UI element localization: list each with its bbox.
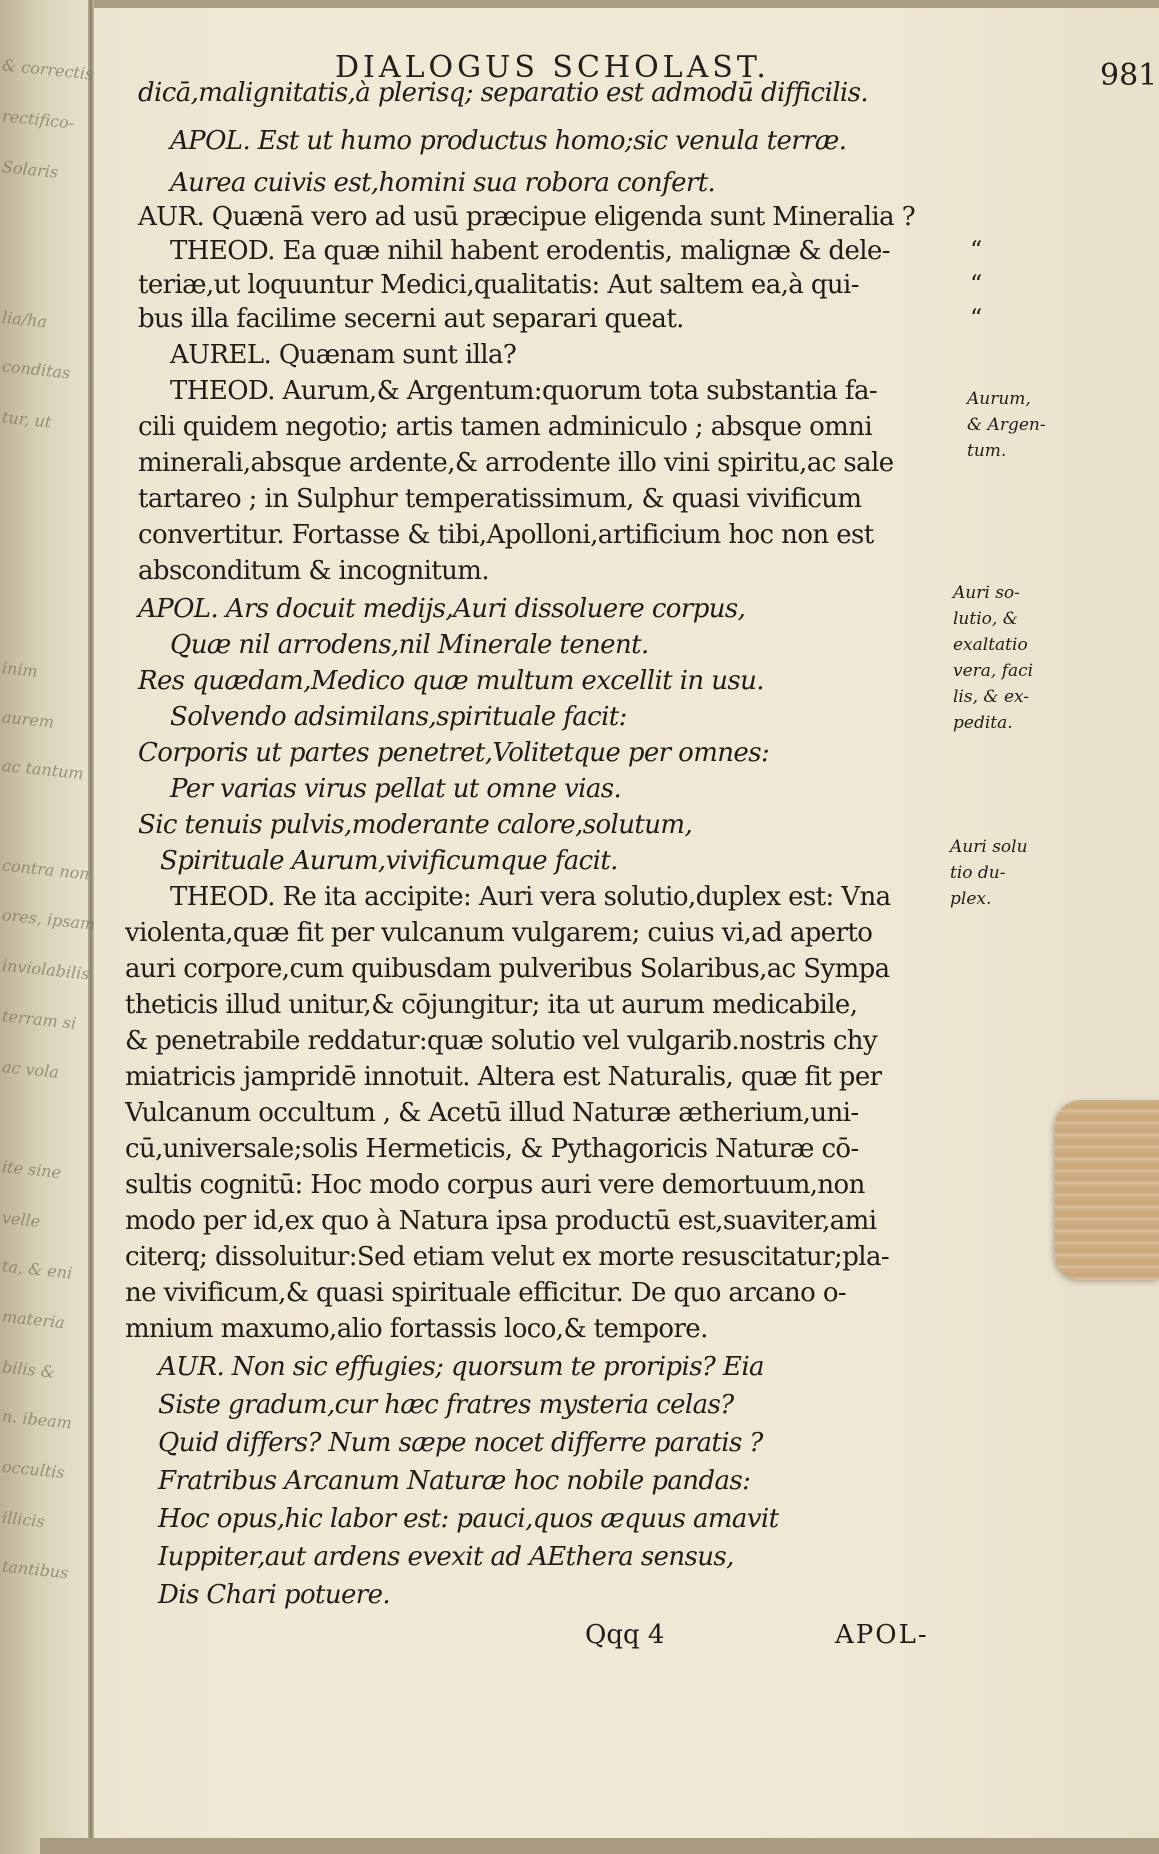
bleed-text: Solaris [1, 157, 60, 182]
margin-note-line: tio du- [950, 863, 1006, 883]
text-line: Spirituale Aurum,vivificumque facit. [160, 846, 618, 876]
bleed-text: tur, ut [1, 407, 53, 432]
quotation-mark: “ [970, 304, 983, 332]
text-line: mnium maxumo,alio fortassis loco,& tempore. [125, 1314, 708, 1344]
text-line: AUR. Quænā vero ad usū præcipue eligenda sunt Mineralia ? [138, 202, 916, 232]
text-line: teriæ,ut loquuntur Medici,qualitatis: Aut saltem ea,à qui- [138, 270, 859, 300]
bleed-text: ta, & eni [1, 1256, 74, 1283]
bleed-text: inim [1, 658, 39, 681]
margin-note-line: vera, faci [953, 661, 1034, 681]
bleed-text: ac vola [1, 1057, 60, 1082]
text-line: citerq; dissoluitur:Sed etiam velut ex morte resuscitatur;pla- [125, 1242, 890, 1272]
text-line: dicā,malignitatis,à plerisq; separatio est admodū difficilis. [138, 78, 869, 108]
bleed-text: & correctis [1, 55, 95, 84]
signature-mark: Qqq 4 [585, 1620, 665, 1650]
bleed-text: n. ibeam [1, 1406, 73, 1433]
page-bottom-edge [40, 1838, 1159, 1854]
margin-note-line: & Argen- [967, 415, 1046, 435]
margin-note-line: pedita. [953, 713, 1013, 733]
margin-note-line: Auri solu [950, 837, 1028, 857]
text-line: Corporis ut partes penetret,Volitetque per omnes: [138, 738, 770, 768]
bleed-text: velle [1, 1208, 42, 1231]
margin-note-line: tum. [967, 441, 1007, 461]
text-line: modo per id,ex quo à Natura ipsa productū est,suaviter,ami [125, 1206, 877, 1236]
bleed-text: contra non [1, 855, 91, 884]
text-line: bus illa facilime secerni aut separari queat. [138, 304, 684, 334]
margin-note-line: exaltatio [953, 635, 1028, 655]
text-line: Per varias virus pellat ut omne vias. [170, 774, 622, 804]
previous-page-bleed [0, 55, 97, 1700]
bleed-text: ite sine [1, 1156, 63, 1183]
margin-note-line: lutio, & [953, 609, 1018, 629]
text-line: Dis Chari potuere. [158, 1580, 391, 1610]
bleed-text: terram si [1, 1006, 78, 1033]
text-line: Fratribus Arcanum Naturæ hoc nobile pandas: [158, 1466, 751, 1496]
text-line: cū,universale;solis Hermeticis, & Pythagoricis Naturæ cō- [125, 1134, 859, 1164]
text-line: Solvendo adsimilans,spirituale facit: [170, 702, 627, 732]
bleed-text: rectifico- [1, 106, 76, 133]
page-top-edge [90, 0, 1159, 8]
margin-note-line: Auri so- [953, 583, 1020, 603]
text-line: THEOD. Re ita accipite: Auri vera solutio,duplex est: Vna [170, 882, 891, 912]
text-line: convertitur. Fortasse & tibi,Apolloni,artificium hoc non est [138, 520, 874, 550]
catchword: APOL- [835, 1620, 929, 1650]
quotation-mark: “ [970, 236, 983, 264]
text-line: Sic tenuis pulvis,moderante calore,solutum, [138, 810, 693, 840]
text-line: tartareo ; in Sulphur temperatissimum, & quasi vivificum [138, 484, 862, 514]
text-line: Iuppiter,aut ardens evexit ad AEthera sensus, [158, 1542, 734, 1572]
text-line: Vulcanum occultum , & Acetū illud Naturæ ætherium,uni- [125, 1098, 859, 1128]
text-line: THEOD. Ea quæ nihil habent erodentis, malignæ & dele- [170, 236, 890, 266]
page-number: 981 [1100, 58, 1158, 93]
text-line: Aurea cuivis est,homini sua robora confert. [170, 168, 716, 198]
text-line: violenta,quæ fit per vulcanum vulgarem; cuius vi,ad aperto [125, 918, 873, 948]
text-line: APOL. Est ut humo productus homo;sic venula terræ. [170, 126, 847, 156]
text-line: minerali,absque ardente,& arrodente illo vini spiritu,ac sale [138, 448, 894, 478]
text-line: theticis illud unitur,& cōjungitur; ita ut aurum medicabile, [125, 990, 858, 1020]
text-line: auri corpore,cum quibusdam pulveribus Solaribus,ac Sympa [125, 954, 890, 984]
bleed-text: conditas [1, 356, 72, 383]
bleed-text: bilis & [1, 1357, 56, 1382]
bleed-text: inviolabilis [1, 955, 91, 984]
bleed-text: ores, ipsam [1, 905, 97, 934]
bleed-text: occultis [1, 1456, 66, 1483]
text-line: AUR. Non sic effugies; quorsum te proripis? Eia [158, 1352, 764, 1382]
bleed-text: ac tantum [1, 755, 85, 784]
text-line: sultis cognitū: Hoc modo corpus auri vere demortuum,non [125, 1170, 865, 1200]
running-head: DIALOGUS SCHOLAST. [335, 50, 770, 85]
text-line: AUREL. Quænam sunt illa? [170, 340, 517, 370]
text-line: miatricis jampridē innotuit. Altera est Naturalis, quæ fit per [125, 1062, 882, 1092]
text-line: Quid differs? Num sæpe nocet differre paratis ? [158, 1428, 763, 1458]
bookmark-tab [1055, 1100, 1159, 1280]
bleed-text: tantibus [1, 1556, 70, 1583]
margin-note-line: lis, & ex- [953, 687, 1030, 707]
text-line: APOL. Ars docuit medijs,Auri dissoluere corpus, [138, 594, 746, 624]
text-line: Hoc opus,hic labor est: pauci,quos æquus amavit [158, 1504, 779, 1534]
text-line: & penetrabile reddatur:quæ solutio vel vulgarib.nostris chy [125, 1026, 878, 1056]
bleed-text: aurem [1, 707, 55, 732]
text-line: THEOD. Aurum,& Argentum:quorum tota substantia fa- [170, 376, 878, 406]
quotation-mark: “ [970, 270, 983, 298]
bleed-text: illicis [1, 1507, 46, 1532]
bleed-text: lia/ha [1, 307, 48, 332]
bleed-text: materia [1, 1306, 66, 1333]
margin-note-line: plex. [950, 889, 992, 909]
text-line: absconditum & incognitum. [138, 556, 490, 586]
text-line: Res quædam,Medico quæ multum excellit in usu. [138, 666, 764, 696]
text-line: cili quidem negotio; artis tamen adminiculo ; absque omni [138, 412, 873, 442]
text-line: Quæ nil arrodens,nil Minerale tenent. [170, 630, 649, 660]
margin-note-line: Aurum, [967, 389, 1031, 409]
text-line: ne vivificum,& quasi spirituale efficitur. De quo arcano o- [125, 1278, 847, 1308]
text-line: Siste gradum,cur hæc fratres mysteria celas? [158, 1390, 734, 1420]
